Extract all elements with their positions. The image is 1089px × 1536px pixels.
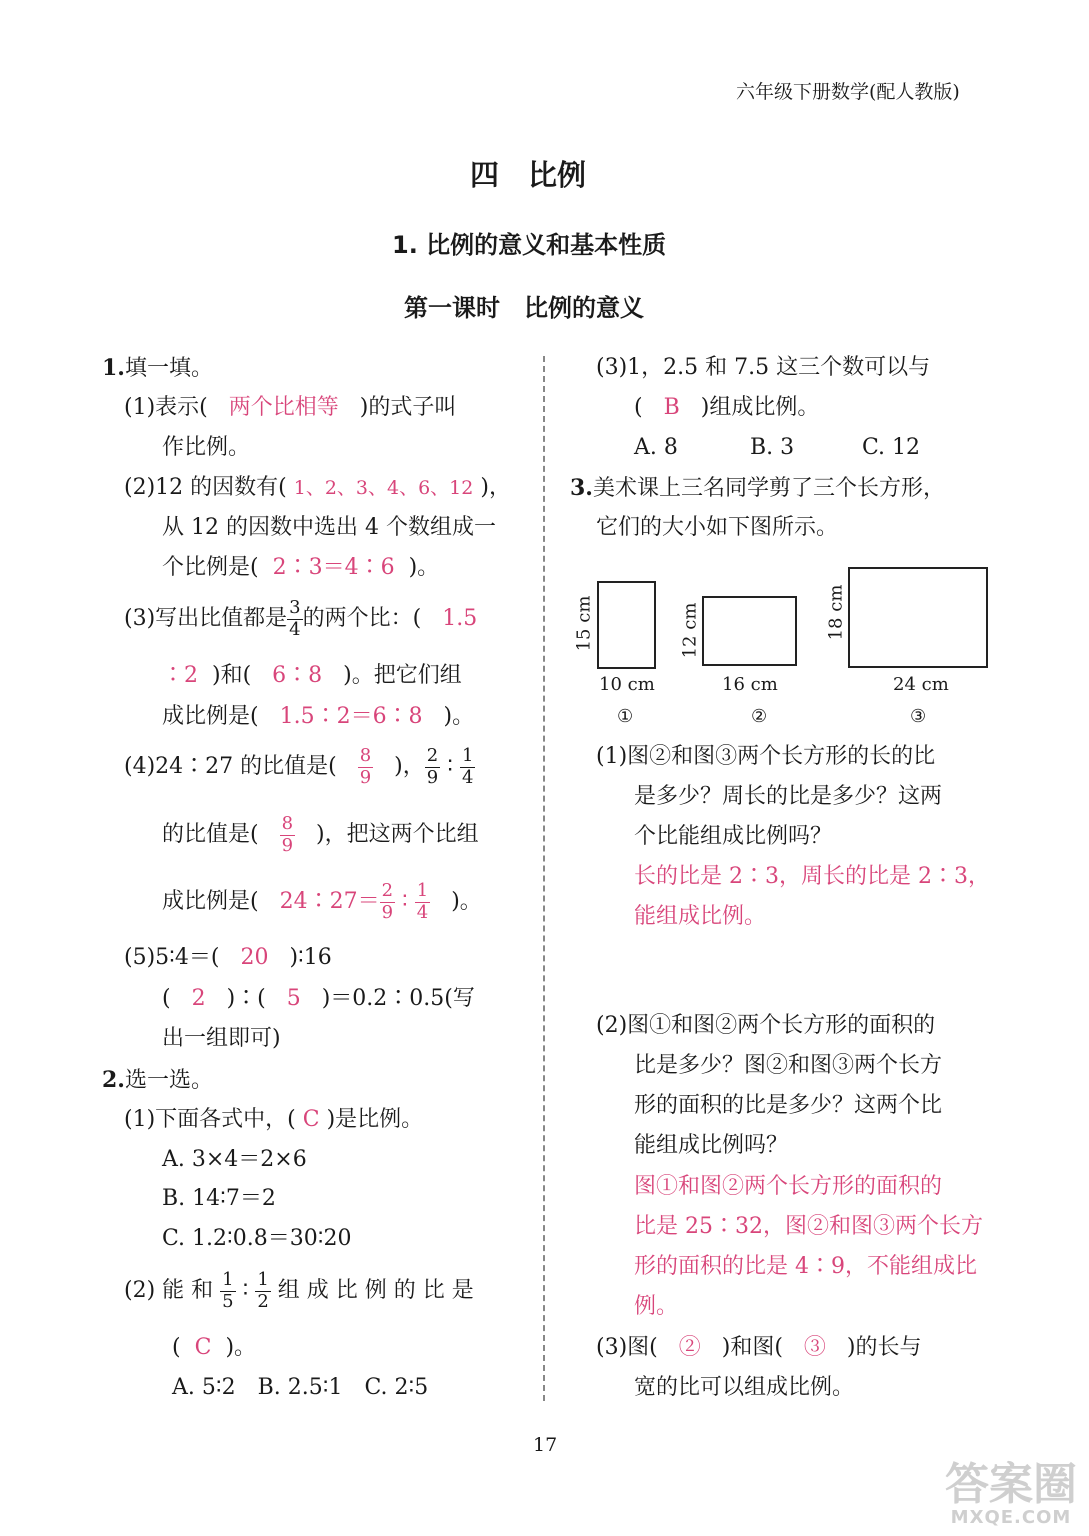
q2-p3-option-b: B. 3: [750, 435, 795, 460]
rect1-width-label: 10 cm: [599, 674, 655, 695]
rect2-number: ②: [751, 706, 768, 727]
q1-p4-line3: 成比例是( 24∶27＝ $\frac{2}{9}$ ∶ $\frac{1}{4}$ )。: [162, 880, 482, 923]
q3-p2-line3: 形的面积的比是多少？这两个比: [634, 1093, 943, 1118]
q1-p4-line2: 的比值是( $\frac{8}{9}$ )，把这两个比组: [162, 813, 479, 856]
header-text: 六年级下册数学(配人教版): [736, 81, 960, 103]
q3-p2-line1: (2)图①和图②两个长方形的面积的: [596, 1013, 936, 1038]
section-title: 1. 比例的意义和基本性质: [392, 231, 667, 259]
q2-heading: 2.选一选。: [102, 1067, 213, 1093]
q2-p2-line2: ( C )。: [172, 1335, 257, 1360]
q1-p2-line3: 个比例是( 2∶3＝4∶6 )。: [162, 555, 440, 580]
q2-p2-options: A. 5∶2 B. 2.5∶1 C. 2∶5: [172, 1375, 429, 1400]
q3-p1-line1: (1)图②和图③两个长方形的长的比: [596, 744, 936, 769]
rect2-height-label: 12 cm: [679, 602, 701, 659]
q1-p2-line2: 从 12 的因数中选出 4 个数组成一: [162, 515, 496, 540]
q3-p2-answer-line3: 形的面积的比是 4∶9，不能组成比: [634, 1254, 977, 1279]
q1-p2-line1: (2)12 的因数有( 1、2、3、4、6、12 )，: [124, 475, 511, 500]
q1-p3-line3: 成比例是( 1.5∶2＝6∶8 )。: [162, 704, 475, 729]
rect1-number: ①: [617, 706, 634, 727]
q3-p2-answer-line2: 比是 25∶32，图②和图③两个长方: [634, 1214, 983, 1239]
q2-p3-option-c: C. 12: [862, 435, 921, 460]
q2-p1-line: (1)下面各式中，( C )是比例。: [124, 1107, 424, 1132]
q1-p5-line1: (5)5∶4＝( 20 )∶16: [124, 945, 332, 970]
rect2-width-label: 16 cm: [722, 674, 778, 695]
rect3-height-label: 18 cm: [825, 584, 847, 641]
q3-p3-line2: 宽的比可以组成比例。: [634, 1375, 855, 1400]
q3-line1: 3.美术课上三名同学剪了三个长方形，: [570, 475, 945, 501]
q3-p2-line4: 能组成比例吗？: [634, 1133, 789, 1158]
q2-p1-option-b: B. 14∶7＝2: [162, 1186, 276, 1211]
rectangle-2: [702, 596, 797, 666]
rect3-number: ③: [910, 706, 927, 727]
column-divider: [543, 356, 545, 1401]
q3-line2: 它们的大小如下图所示。: [596, 515, 839, 540]
q3-p1-answer-line2: 能组成比例。: [634, 904, 767, 929]
rectangle-1: [597, 581, 656, 669]
q3-p1-answer-line1: 长的比是 2∶3，周长的比是 2∶3，: [634, 864, 990, 889]
q3-p1-line3: 个比能组成比例吗？: [634, 824, 833, 849]
q2-p3-line1: (3)1，2.5 和 7.5 这三个数可以与: [596, 355, 931, 380]
q2-p2-line1: (2) 能 和 $\frac{1}{5}$ ∶ $\frac{1}{2}$ 组 成 比 例 的 比 是: [124, 1269, 474, 1312]
q2-p3-option-a: A. 8: [634, 435, 678, 460]
q3-p2-answer-line4: 例。: [634, 1294, 679, 1319]
q1-heading: 1.填一填。: [102, 355, 213, 381]
lesson-title: 第一课时 比例的意义: [404, 294, 644, 322]
q1-p1-line1: (1)表示( 两个比相等 )的式子叫: [124, 395, 457, 420]
page-number: 17: [533, 1434, 558, 1456]
rect3-width-label: 24 cm: [893, 674, 949, 695]
q3-p2-line2: 比是多少？图②和图③两个长方: [634, 1053, 943, 1078]
q3-p2-answer-line1: 图①和图②两个长方形的面积的: [634, 1174, 943, 1199]
q1-p1-line2: 作比例。: [162, 435, 251, 460]
rectangle-3: [848, 567, 988, 668]
q1-p4-line1: (4)24∶27 的比值是( $\frac{8}{9}$ )， $\frac{2}{9}$ ∶ $\frac{1}{4}$: [124, 745, 474, 788]
q2-p1-option-c: C. 1.2∶0.8＝30∶20: [162, 1226, 352, 1251]
q1-p3-line2: ∶2 )和( 6∶8 )。把它们组: [162, 663, 462, 688]
q2-p1-option-a: A. 3×4＝2×6: [162, 1147, 307, 1172]
q3-p1-line2: 是多少？周长的比是多少？这两: [634, 784, 943, 809]
q3-p3-line1: (3)图( ② )和图( ③ )的长与: [596, 1335, 922, 1360]
q1-p5-line3: 出一组即可): [162, 1026, 281, 1051]
unit-title: 四 比例: [470, 158, 587, 192]
watermark-logo: 答案圈 MXQE.COM: [945, 1459, 1077, 1528]
q2-p3-line2: ( B )组成比例。: [634, 395, 820, 420]
rect1-height-label: 15 cm: [573, 595, 595, 652]
q1-p3-line1: (3)写出比值都是 $\frac{3}{4}$ 的两个比：( 1.5: [124, 597, 478, 640]
q1-p5-line2: ( 2 )∶( 5 )＝0.2∶0.5(写: [162, 986, 475, 1011]
